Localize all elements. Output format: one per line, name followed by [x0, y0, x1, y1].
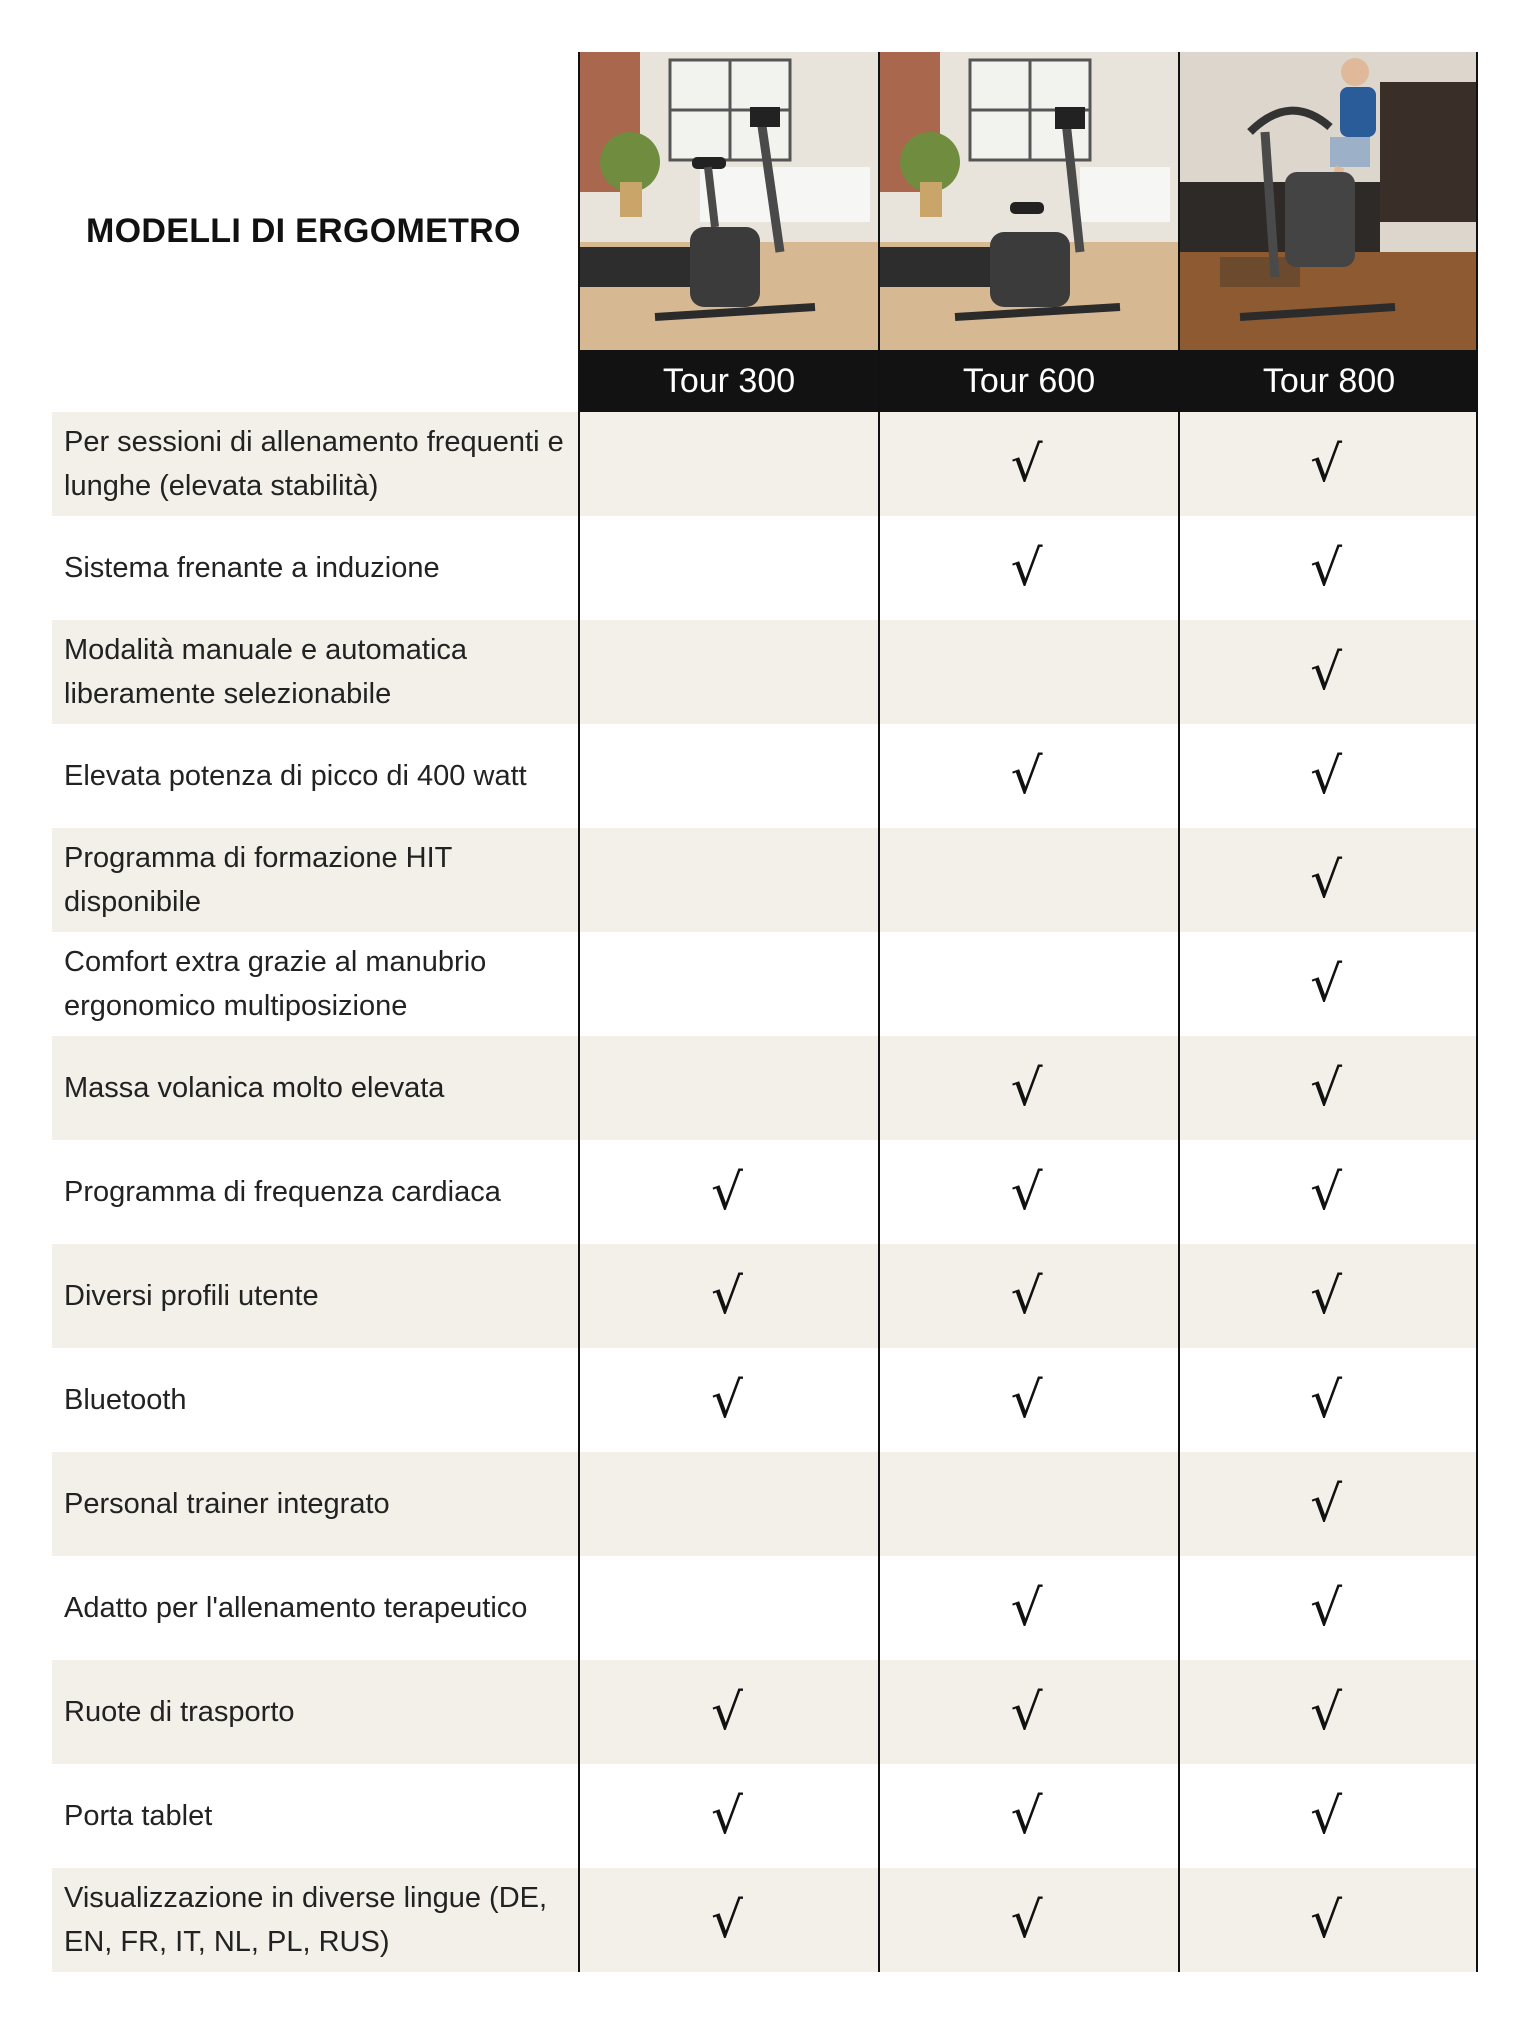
check-cell — [577, 620, 877, 724]
column-divider — [1476, 52, 1478, 1972]
check-mark-icon: √ — [1310, 747, 1343, 805]
check-cell — [877, 1660, 1177, 1764]
model-name-header: Tour 800 — [1180, 350, 1478, 412]
feature-label: Porta tablet — [64, 1800, 213, 1832]
check-mark-icon: √ — [1310, 1683, 1343, 1741]
check-mark-icon: √ — [1010, 747, 1043, 805]
check-mark-icon: √ — [1010, 1891, 1043, 1949]
column-divider — [1178, 52, 1180, 1972]
check-cell — [577, 1348, 877, 1452]
check-cell — [577, 1868, 877, 1972]
table-row — [52, 1140, 1476, 1244]
product-photo — [580, 52, 878, 350]
page-title: MODELLI DI ERGOMETRO — [86, 212, 521, 250]
check-cell — [1176, 1036, 1476, 1140]
feature-label: Adatto per l'allenamento terapeutico — [64, 1592, 528, 1624]
check-cell — [1176, 1140, 1476, 1244]
check-cell — [877, 828, 1177, 932]
feature-label: Sistema frenante a induzione — [64, 552, 440, 584]
check-mark-icon: √ — [711, 1267, 743, 1325]
check-cell — [577, 1660, 877, 1764]
feature-label: Personal trainer integrato — [64, 1488, 390, 1520]
model-column-tour-800 — [1180, 52, 1478, 412]
check-mark-icon: √ — [1310, 1267, 1343, 1325]
check-cell — [877, 1140, 1177, 1244]
table-row — [52, 1348, 1476, 1452]
feature-label: Bluetooth — [64, 1384, 187, 1416]
table-row — [52, 1660, 1476, 1764]
check-cell — [877, 516, 1177, 620]
check-mark-icon: √ — [1010, 1683, 1043, 1741]
check-cell — [1176, 1556, 1476, 1660]
table-row — [52, 412, 1476, 516]
table-row — [52, 1556, 1476, 1660]
table-row — [52, 932, 1476, 1036]
column-divider — [878, 52, 880, 1972]
feature-label: Per sessioni di allenamento frequenti e lunghe (elevata stabilità) — [64, 426, 564, 502]
feature-label: Elevata potenza di picco di 400 watt — [64, 760, 527, 792]
check-cell — [1176, 1244, 1476, 1348]
check-cell — [1176, 1660, 1476, 1764]
check-cell — [877, 1868, 1177, 1972]
check-mark-icon: √ — [1010, 435, 1043, 493]
check-cell — [577, 724, 877, 828]
check-cell — [577, 1036, 877, 1140]
table-row — [52, 1868, 1476, 1972]
table-row — [52, 1244, 1476, 1348]
table-row — [52, 1764, 1476, 1868]
feature-label: Diversi profili utente — [64, 1280, 319, 1312]
check-cell — [1176, 828, 1476, 932]
check-cell — [1176, 1348, 1476, 1452]
check-cell — [1176, 1868, 1476, 1972]
feature-label: Massa volanica molto elevata — [64, 1072, 445, 1104]
check-mark-icon: √ — [1010, 1059, 1043, 1117]
table-row — [52, 724, 1476, 828]
check-mark-icon: √ — [1310, 1059, 1343, 1117]
check-cell — [577, 1452, 877, 1556]
check-mark-icon: √ — [1310, 851, 1343, 909]
column-divider — [578, 52, 580, 1972]
check-cell — [577, 516, 877, 620]
feature-label: Programma di frequenza cardiaca — [64, 1176, 501, 1208]
check-cell — [1176, 516, 1476, 620]
check-cell — [1176, 620, 1476, 724]
check-mark-icon: √ — [1310, 1163, 1343, 1221]
check-mark-icon: √ — [1310, 1371, 1343, 1429]
check-mark-icon: √ — [711, 1683, 743, 1741]
check-cell — [877, 1556, 1177, 1660]
check-mark-icon: √ — [1310, 955, 1343, 1013]
model-name-header: Tour 300 — [580, 350, 878, 412]
feature-label: Programma di formazione HIT disponibile — [64, 842, 452, 918]
check-mark-icon: √ — [1310, 1891, 1343, 1949]
check-cell — [577, 1764, 877, 1868]
product-photo — [1180, 52, 1478, 350]
check-cell — [1176, 412, 1476, 516]
check-cell — [577, 412, 877, 516]
check-mark-icon: √ — [711, 1371, 743, 1429]
check-mark-icon: √ — [1010, 1579, 1043, 1637]
check-mark-icon: √ — [1010, 1371, 1043, 1429]
check-mark-icon: √ — [1010, 1787, 1043, 1845]
check-mark-icon: √ — [711, 1787, 743, 1845]
model-name-header: Tour 600 — [880, 350, 1178, 412]
check-cell — [577, 828, 877, 932]
check-cell — [877, 1764, 1177, 1868]
check-cell — [1176, 1764, 1476, 1868]
check-cell — [1176, 724, 1476, 828]
check-mark-icon: √ — [1310, 435, 1343, 493]
check-mark-icon: √ — [1310, 1787, 1343, 1845]
check-mark-icon: √ — [1310, 643, 1343, 701]
table-row — [52, 1452, 1476, 1556]
feature-label: Comfort extra grazie al manubrio ergonomico multiposizione — [64, 946, 487, 1022]
table-row — [52, 828, 1476, 932]
check-mark-icon: √ — [711, 1163, 743, 1221]
check-cell — [877, 412, 1177, 516]
check-cell — [877, 1348, 1177, 1452]
check-cell — [577, 932, 877, 1036]
check-cell — [877, 620, 1177, 724]
feature-label: Modalità manuale e automatica liberamente selezionabile — [64, 634, 468, 710]
check-mark-icon: √ — [1010, 1163, 1043, 1221]
feature-label: Visualizzazione in diverse lingue (DE, EN, FR, IT, NL, PL, RUS) — [64, 1882, 548, 1958]
feature-label: Ruote di trasporto — [64, 1696, 295, 1728]
check-cell — [577, 1556, 877, 1660]
check-cell — [877, 1244, 1177, 1348]
model-column-tour-300 — [580, 52, 878, 412]
check-mark-icon: √ — [711, 1891, 743, 1949]
check-mark-icon: √ — [1310, 1579, 1343, 1637]
check-mark-icon: √ — [1310, 1475, 1343, 1533]
table-row — [52, 620, 1476, 724]
table-row — [52, 516, 1476, 620]
product-photo — [880, 52, 1178, 350]
check-cell — [577, 1140, 877, 1244]
check-mark-icon: √ — [1010, 1267, 1043, 1325]
table-row — [52, 1036, 1476, 1140]
check-cell — [1176, 1452, 1476, 1556]
check-cell — [877, 932, 1177, 1036]
check-mark-icon: √ — [1010, 539, 1043, 597]
check-cell — [877, 1036, 1177, 1140]
check-cell — [877, 724, 1177, 828]
check-cell — [877, 1452, 1177, 1556]
check-mark-icon: √ — [1310, 539, 1343, 597]
model-column-tour-600 — [880, 52, 1178, 412]
check-cell — [577, 1244, 877, 1348]
check-cell — [1176, 932, 1476, 1036]
feature-table — [52, 412, 1476, 1972]
